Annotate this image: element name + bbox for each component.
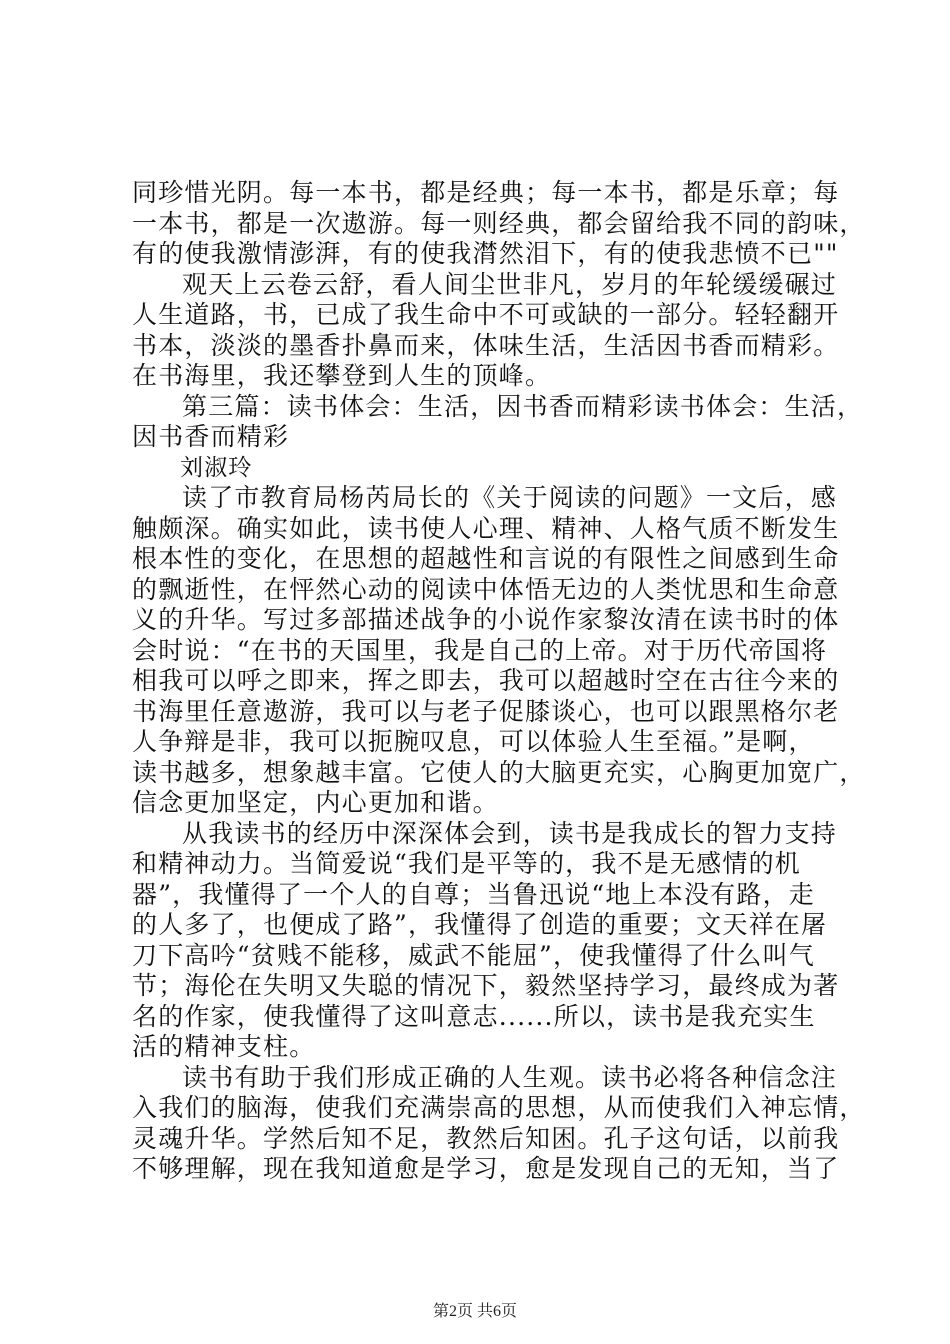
text-line: 读书越多，想象越丰富。它使人的大脑更充实，心胸更加宽广， bbox=[132, 757, 866, 787]
text-line: 节；海伦在失明又失聪的情况下，毅然坚持学习，最终成为著 bbox=[132, 971, 840, 1000]
text-line: 第三篇：读书体会：生活，因书香而精彩读书体会：生活， bbox=[182, 391, 864, 421]
text-line: 读了市教育局杨芮局长的《关于阅读的问题》一文后，感 bbox=[182, 483, 838, 512]
document-body bbox=[132, 178, 866, 1185]
text-line: 入我们的脑海，使我们充满崇高的思想，从而使我们入神忘情， bbox=[132, 1093, 866, 1122]
text-line: 书海里任意遨游，我可以与老子促膝谈心，也可以跟黑格尔老 bbox=[132, 696, 840, 726]
text-line: 因书香而精彩 bbox=[132, 422, 290, 451]
text-line: 信念更加坚定，内心更加和谐。 bbox=[132, 788, 499, 817]
author-name: 刘淑玲 bbox=[180, 454, 253, 481]
text-line: 一本书，都是一次遨游。每一则经典，都会留给我不同的韵味， bbox=[132, 208, 866, 238]
text-line: 触颇深。确实如此，读书使人心理、精神、人格气质不断发生 bbox=[132, 513, 840, 543]
text-line: 不够理解，现在我知道愈是学习，愈是发现自己的无知，当了 bbox=[132, 1154, 840, 1183]
text-line: 义的升华。写过多部描述战争的小说作家黎汝清在读书时的体 bbox=[132, 605, 840, 634]
text-line: 同珍惜光阴。每一本书，都是经典；每一本书，都是乐章；每 bbox=[132, 178, 840, 207]
text-line: 刀下高吟“贫贱不能移，威武不能屈”，使我懂得了什么叫气 bbox=[132, 940, 815, 970]
text-line: 灵魂升华。学然后知不足，教然后知困。孔子这句话，以前我 bbox=[132, 1123, 840, 1153]
text-line: 和精神动力。当简爱说“我们是平等的，我不是无感情的机 bbox=[132, 849, 801, 878]
text-line: 读书有助于我们形成正确的人生观。读书必将各种信念注 bbox=[182, 1062, 838, 1092]
text-line: 观天上云卷云舒，看人间尘世非凡，岁月的年轮缓缓碾过 bbox=[182, 269, 838, 299]
text-line: 的飘逝性，在怦然心动的阅读中体悟无边的人类忧思和生命意 bbox=[132, 574, 840, 604]
text-line: 活的精神支柱。 bbox=[132, 1032, 316, 1061]
page-footer: 第2页 共6页 bbox=[432, 1303, 517, 1320]
text-line: 会时说：“在书的天国里，我是自己的上帝。对于历代帝国将 bbox=[132, 635, 828, 665]
text-line: 从我读书的经历中深深体会到，读书是我成长的智力支持 bbox=[182, 818, 838, 848]
text-line: 书本，淡淡的墨香扑鼻而来，体味生活，生活因书香而精彩。 bbox=[132, 330, 840, 360]
text-line: 名的作家，使我懂得了这叫意志......所以，读书是我充实生 bbox=[132, 1001, 816, 1031]
text-line: 人争辩是非，我可以扼腕叹息，可以体验人生至福。”是啊， bbox=[132, 727, 815, 756]
text-line: 有的使我激情澎湃，有的使我潸然泪下，有的使我悲愤不已"" bbox=[132, 239, 839, 268]
text-line: 器”，我懂得了一个人的自尊；当鲁迅说“地上本没有路，走 bbox=[132, 879, 815, 909]
text-line: 人生道路，书，已成了我生命中不可或缺的一部分。轻轻翻开 bbox=[132, 300, 840, 329]
text-line: 根本性的变化，在思想的超越性和言说的有限性之间感到生命 bbox=[132, 544, 840, 573]
text-line: 在书海里，我还攀登到人生的顶峰。 bbox=[132, 361, 552, 390]
text-line: 的人多了，也便成了路”，我懂得了创造的重要；文天祥在屠 bbox=[132, 910, 828, 939]
text-line: 相我可以呼之即来，挥之即去，我可以超越时空在古往今来的 bbox=[132, 666, 840, 695]
